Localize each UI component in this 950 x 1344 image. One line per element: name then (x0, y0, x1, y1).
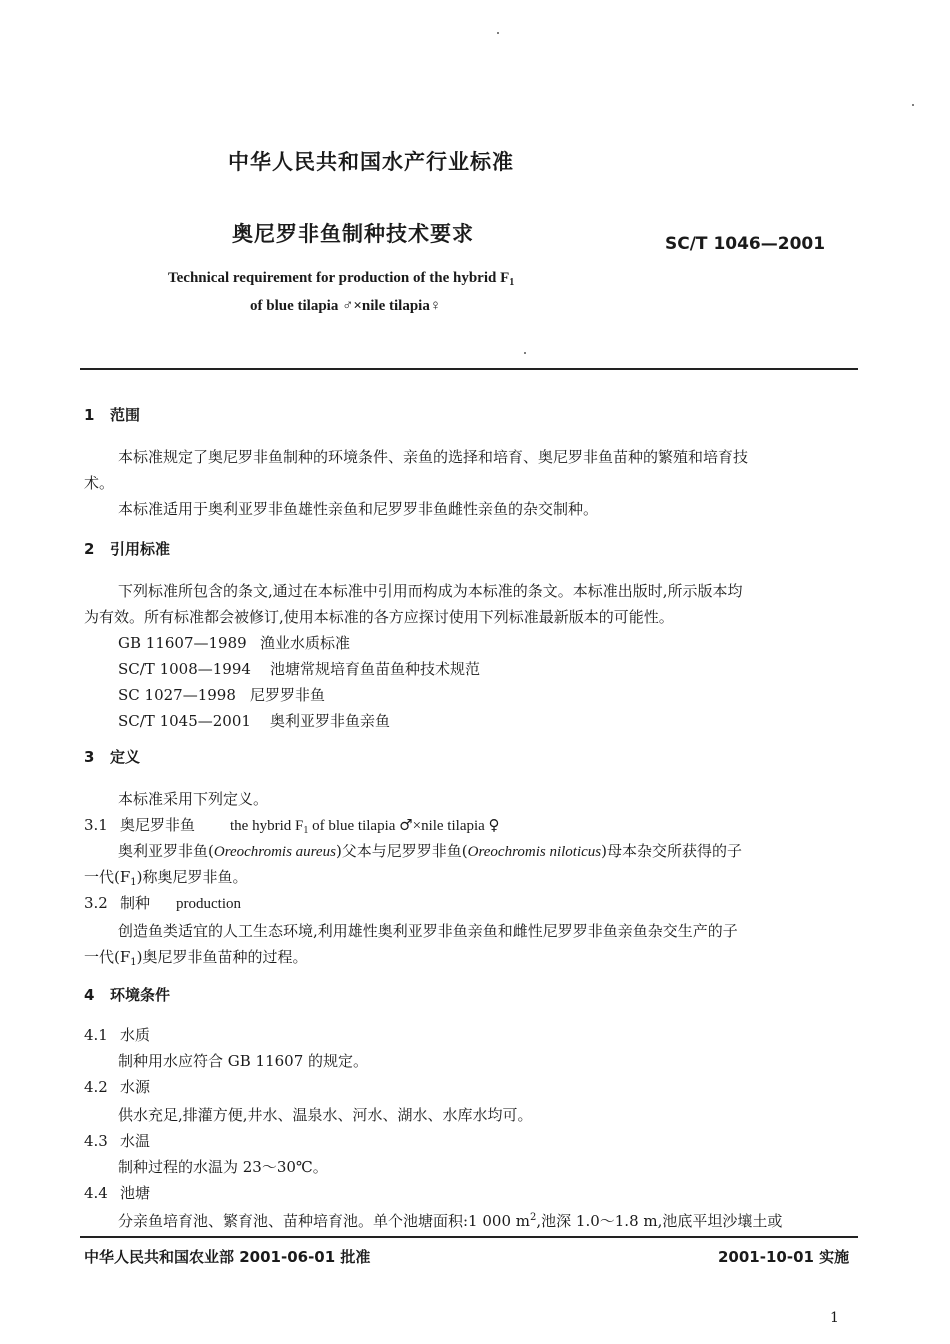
reference-item: GB 11607—1989 渔业水质标准 (118, 634, 351, 652)
subsection-4-4-heading: 4.4 池塘 (84, 1184, 151, 1202)
subsection-4-2-heading: 4.2 水源 (84, 1078, 151, 1096)
section-3-intro: 本标准采用下列定义。 (118, 790, 269, 808)
definition-3-2-text-line1: 创造鱼类适宜的人工生态环境,利用雄性奥利亚罗非鱼亲鱼和雌性尼罗罗非鱼亲鱼杂交生产的子 (118, 922, 738, 940)
section-1-heading: 1 范围 (84, 406, 141, 424)
page-number: 1 (830, 1310, 839, 1326)
document-title: 奥尼罗非鱼制种技术要求 (232, 222, 474, 246)
scan-speck (497, 32, 499, 34)
subsection-4-2-text: 供水充足,排灌方便,井水、温泉水、河水、湖水、水库水均可。 (118, 1106, 533, 1124)
section-1-para-2: 本标准适用于奥利亚罗非鱼雄性亲鱼和尼罗罗非鱼雌性亲鱼的杂交制种。 (118, 500, 599, 518)
subsection-4-3-text: 制种过程的水温为 23～30℃。 (118, 1158, 328, 1176)
definition-3-2-text-line2: 一代$(F_1)$奥尼罗非鱼苗种的过程。 (84, 948, 308, 968)
header-divider (80, 368, 858, 370)
standard-code: SC/T 1046—2001 (665, 234, 826, 254)
reference-item: SC 1027—1998 尼罗罗非鱼 (118, 686, 326, 704)
definition-3-2-heading: 3.2 制种 production (84, 894, 241, 912)
section-3-heading: 3 定义 (84, 748, 141, 766)
subsection-4-3-heading: 4.3 水温 (84, 1132, 151, 1150)
scan-speck (912, 104, 914, 106)
female-symbol-icon: ♀ (429, 298, 442, 314)
reference-item: SC/T 1008—1994 池塘常规培育鱼苗鱼种技术规范 (118, 660, 481, 678)
definition-3-1-text-line2: 一代$(F_1)$称奥尼罗非鱼。 (84, 868, 248, 888)
section-4-heading: 4 环境条件 (84, 986, 171, 1004)
english-title-line1: Technical requirement for production of the hybrid $F_1$ (168, 270, 515, 288)
definition-3-1-text-line1: 奥利亚罗非鱼(Oreochromis aureus)父本与尼罗罗非鱼(Oreochromis niloticus)母本杂交所获得的子 (118, 842, 742, 860)
approval-note: 中华人民共和国农业部 2001-06-01 批准 (84, 1248, 371, 1266)
male-symbol-icon: ♂ (342, 298, 354, 314)
section-2-para-line1: 下列标准所包含的条文,通过在本标准中引用而构成为本标准的条文。本标准出版时,所示版本均 (118, 582, 743, 600)
subsection-4-1-text: 制种用水应符合 GB 11607 的规定。 (118, 1052, 369, 1070)
female-symbol-icon: ♀ (488, 816, 500, 834)
section-2-para-line2: 为有效。所有标准都会被修订,使用本标准的各方应探讨使用下列标准最新版本的可能性。 (84, 608, 674, 626)
scan-speck (524, 352, 526, 354)
english-title-line2: of blue tilapia ♂×nile tilapia♀ (250, 298, 442, 314)
male-symbol-icon: ♂ (399, 816, 413, 834)
section-1-para-1-line1: 本标准规定了奥尼罗非鱼制种的环境条件、亲鱼的选择和培育、奥尼罗非鱼苗种的繁殖和培育技 (118, 448, 749, 466)
section-2-heading: 2 引用标准 (84, 540, 171, 558)
definition-3-1-heading: 3.1 奥尼罗非鱼 the hybrid $F_1$ of blue tilapia ♂×nile tilapia ♀ (84, 816, 500, 836)
issuing-category: 中华人民共和国水产行业标准 (228, 150, 514, 174)
footer-divider (80, 1236, 858, 1238)
section-1-para-1-line2: 术。 (84, 474, 115, 492)
reference-item: SC/T 1045—2001 奥利亚罗非鱼亲鱼 (118, 712, 391, 730)
subsection-4-1-heading: 4.1 水质 (84, 1026, 151, 1044)
implementation-date: 2001-10-01 实施 (718, 1248, 850, 1266)
subsection-4-4-text: 分亲鱼培育池、繁育池、苗种培育池。单个池塘面积:1 000 $m^2$,池深 1.0～1.8 m,池底平坦沙壤土或 (118, 1212, 783, 1230)
